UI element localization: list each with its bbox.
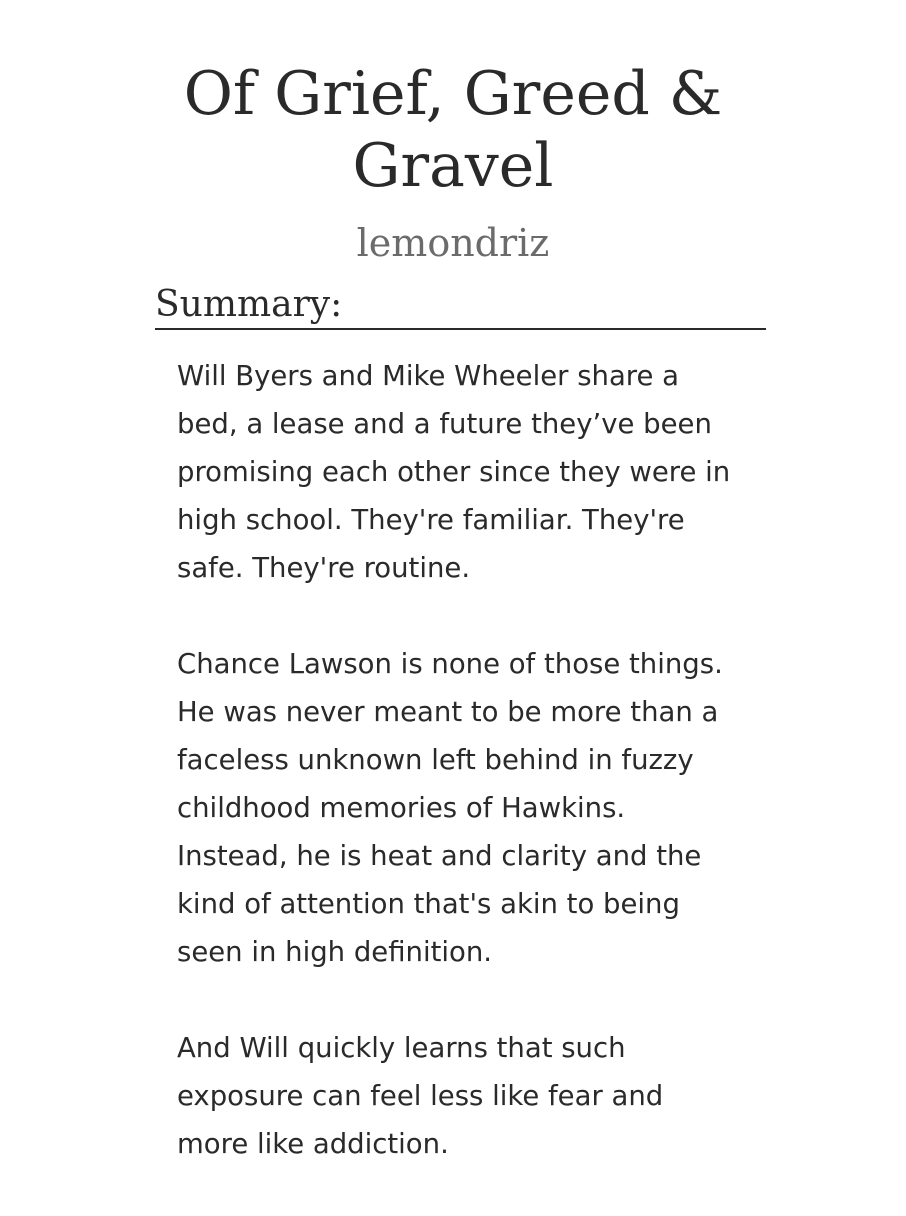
summary-line: Chance Lawson is none of those things. [177,648,723,680]
author-name: lemondriz [356,221,550,265]
summary-paragraph [177,352,777,592]
title-line: Of Grief, Greed & [183,59,723,129]
summary-line: high school. They're familiar. They're [177,504,685,536]
summary-line: bed, a lease and a future they’ve been [177,408,712,440]
summary-paragraph [177,1024,777,1168]
work-title [0,58,906,202]
summary-line: promising each other since they were in [177,456,731,488]
summary-line: He was never meant to be more than a [177,696,719,728]
summary-line: Will Byers and Mike Wheeler share a [177,360,680,392]
summary-paragraph [177,640,777,976]
summary-line: kind of attention that's akin to being [177,888,680,920]
summary-line: And Will quickly learns that such [177,1032,626,1064]
summary-line: more like addiction. [177,1128,449,1160]
summary-heading: Summary: [155,282,766,330]
summary-line: seen in high definition. [177,936,493,968]
summary-line: exposure can feel less like fear and [177,1080,664,1112]
summary-line: faceless unknown left behind in fuzzy [177,744,694,776]
title-line: Gravel [352,131,554,201]
summary-line: childhood memories of Hawkins. [177,792,626,824]
summary-line: Instead, he is heat and clarity and the [177,840,702,872]
summary-body [177,352,777,1216]
summary-line: safe. They're routine. [177,552,471,584]
